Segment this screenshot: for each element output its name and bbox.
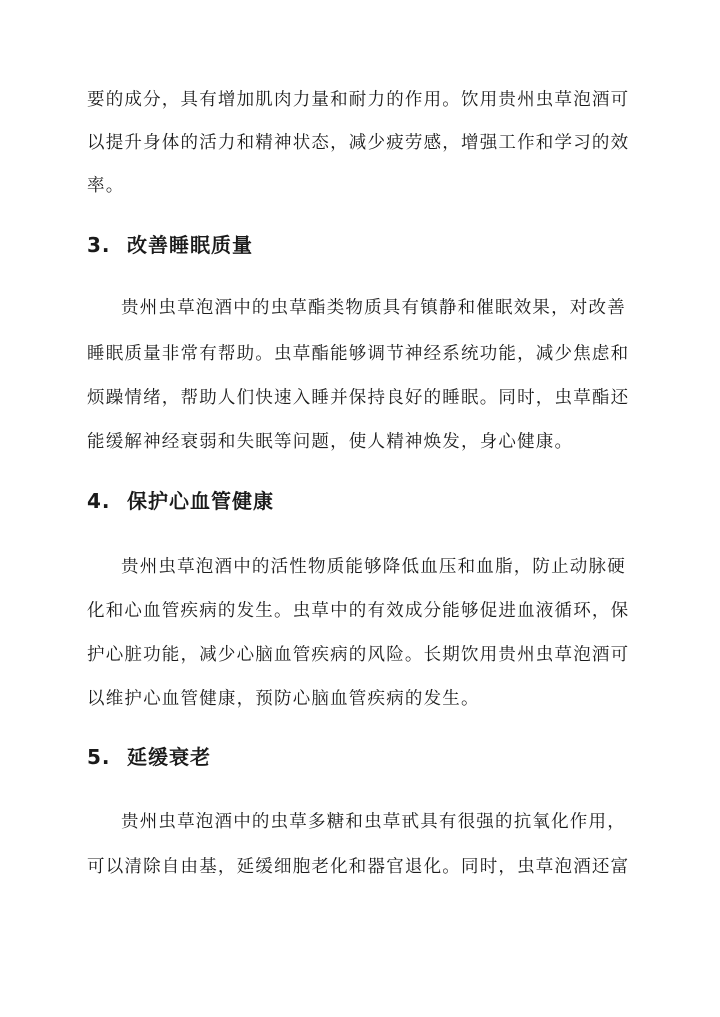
paragraph-line: 能缓解神经衰弱和失眠等问题，使人精神焕发，身心健康。: [87, 432, 574, 452]
intro-line-3: 率。: [87, 176, 125, 196]
paragraph-line: 化和心血管疾病的发生。虫草中的有效成分能够促进血液循环，保: [87, 601, 630, 621]
paragraph-line: 可以清除自由基，延缓细胞老化和器官退化。同时，虫草泡酒还富: [87, 857, 630, 877]
section-heading-4: [87, 487, 274, 515]
section-heading-5: [87, 743, 211, 771]
paragraph-line: 护心脏功能，减少心脑血管疾病的风险。长期饮用贵州虫草泡酒可: [87, 645, 630, 665]
paragraph-line: 以维护心血管健康，预防心脑血管疾病的发生。: [87, 689, 480, 709]
section-title: 改善睡眠质量: [127, 233, 253, 257]
intro-line-1: 要的成分，具有增加肌肉力量和耐力的作用。饮用贵州虫草泡酒可: [87, 90, 630, 110]
paragraph-line: 贵州虫草泡酒中的虫草酯类物质具有镇静和催眠效果，对改善: [121, 298, 626, 318]
paragraph-line: 贵州虫草泡酒中的活性物质能够降低血压和血脂，防止动脉硬: [121, 557, 626, 577]
intro-line-2: 以提升身体的活力和精神状态，减少疲劳感，增强工作和学习的效: [87, 133, 630, 153]
paragraph-line: 烦躁情绪，帮助人们快速入睡并保持良好的睡眠。同时，虫草酯还: [87, 388, 630, 408]
section-heading-3: [87, 231, 253, 259]
section-number: 3.: [87, 233, 111, 257]
section-number: 5.: [87, 745, 111, 769]
section-title: 保护心血管健康: [127, 489, 274, 513]
paragraph-line: 贵州虫草泡酒中的虫草多糖和虫草甙具有很强的抗氧化作用，: [121, 812, 626, 832]
section-number: 4.: [87, 489, 111, 513]
section-title: 延缓衰老: [127, 745, 211, 769]
paragraph-line: 睡眠质量非常有帮助。虫草酯能够调节神经系统功能，减少焦虑和: [87, 344, 630, 364]
